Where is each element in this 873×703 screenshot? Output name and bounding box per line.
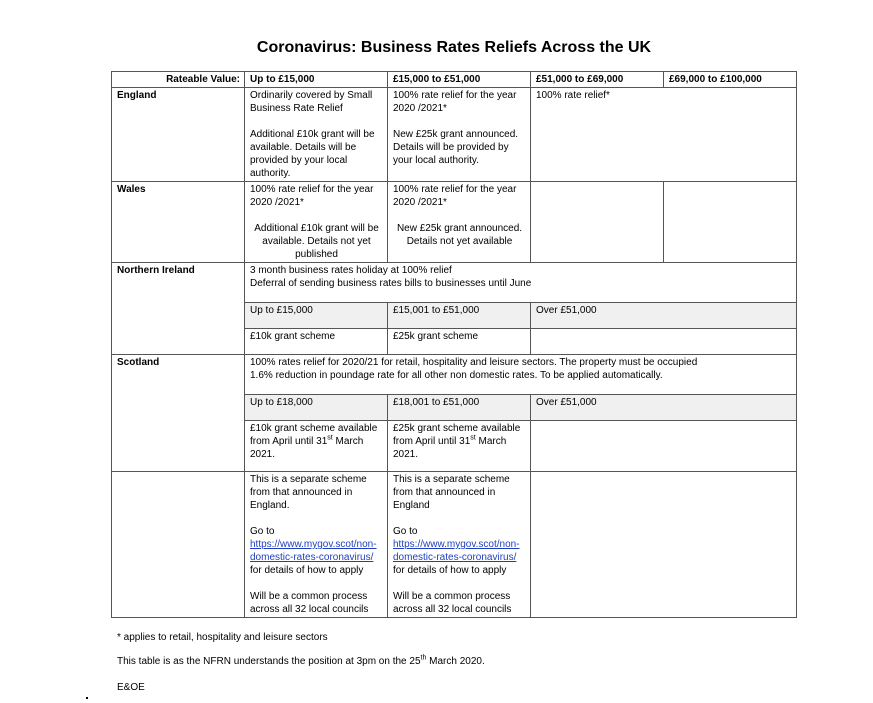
- scotland-grant1-sup: st: [327, 434, 333, 442]
- region-northern-ireland: Northern Ireland: [112, 263, 245, 355]
- scotland-band3: Over £51,000: [531, 395, 797, 421]
- ni-summary-cell: [245, 263, 797, 303]
- band-header-2: £15,000 to £51,000: [388, 72, 531, 88]
- ni-summary-line1: 3 month business rates holiday at 100% relief: [250, 265, 452, 276]
- region-england: England: [112, 88, 245, 182]
- scotland-details-band1: [245, 472, 388, 618]
- wales-band2-grant: New £25k grant announced. Details not yet available: [396, 223, 523, 247]
- wales-band1-grant: Additional £10k grant will be available. Details not yet published: [254, 223, 379, 260]
- band-header-4: £69,000 to £100,000: [664, 72, 797, 88]
- scotland-details-1: for details of how to apply: [250, 565, 364, 576]
- scotland-row: [112, 355, 797, 395]
- ni-grant2: £25k grant scheme: [388, 329, 531, 355]
- england-band3-cell: 100% rate relief*: [531, 88, 797, 182]
- scotland-summary-line1: 100% rates relief for 2020/21 for retail, hospitality and leisure sectors. The property must be occupied: [250, 357, 698, 368]
- wales-band3-cell: [531, 182, 664, 263]
- mygov-scot-link-1[interactable]: https://www.mygov.scot/non-domestic-rates-coronavirus/: [250, 539, 377, 563]
- ni-row: [112, 263, 797, 303]
- scotland-grant1-text: £10k grant scheme available from April until 31: [250, 423, 378, 447]
- scotland-grant2-text: £25k grant scheme available from April until 31: [393, 423, 521, 447]
- scotland-grant2: [388, 421, 531, 472]
- england-band2-grant: New £25k grant announced. Details will be provided by your local authority.: [393, 129, 519, 166]
- scotland-grant3: [531, 421, 797, 472]
- england-band1-relief: Ordinarily covered by Small Business Rate Relief: [250, 90, 373, 114]
- wales-row: [112, 182, 797, 263]
- scotland-summary-cell: [245, 355, 797, 395]
- region-scotland: Scotland: [112, 355, 245, 472]
- england-band2-cell: [388, 88, 531, 182]
- england-row: [112, 88, 797, 182]
- scotland-separate-scheme-2: This is a separate scheme from that announced in England: [393, 474, 510, 511]
- ni-band2: £15,001 to £51,000: [388, 303, 531, 329]
- scotland-goto-2: Go to: [393, 526, 418, 537]
- scotland-common-2: Will be a common process across all 32 local councils: [393, 591, 512, 615]
- scotland-details-blank-right: [531, 472, 797, 618]
- scotland-grant2-end: March 2021.: [393, 436, 507, 460]
- scotland-details-2: for details of how to apply: [393, 565, 507, 576]
- footnote-position: [117, 656, 485, 667]
- england-band1-cell: [245, 88, 388, 182]
- page-title: Coronavirus: Business Rates Reliefs Across the UK: [256, 39, 652, 56]
- ni-summary-line2: Deferral of sending business rates bills to businesses until June: [250, 278, 532, 289]
- scotland-goto-1: Go to: [250, 526, 275, 537]
- scotland-details-blank: [112, 472, 245, 618]
- scotland-details-band2: [388, 472, 531, 618]
- ni-band3: Over £51,000: [531, 303, 797, 329]
- scotland-grant1: [245, 421, 388, 472]
- wales-band2-cell: [388, 182, 531, 263]
- scotland-band1: Up to £18,000: [245, 395, 388, 421]
- scotland-summary-line2: 1.6% reduction in poundage rate for all other non domestic rates. To be applied automatically.: [250, 370, 663, 381]
- scotland-separate-scheme-1: This is a separate scheme from that announced in England.: [250, 474, 367, 511]
- footnote-position-end: March 2020.: [426, 656, 485, 667]
- band-header-3: £51,000 to £69,000: [531, 72, 664, 88]
- wales-band2-relief: 100% rate relief for the year 2020 /2021*: [393, 184, 517, 208]
- wales-band1-cell: [245, 182, 388, 263]
- ni-band1: Up to £15,000: [245, 303, 388, 329]
- footnote-position-sup: th: [420, 654, 427, 662]
- scotland-grant2-sup: st: [470, 434, 476, 442]
- england-band2-relief: 100% rate relief for the year 2020 /2021*: [393, 90, 517, 114]
- scotland-common-1: Will be a common process across all 32 local councils: [250, 591, 369, 615]
- wales-band1-relief: 100% rate relief for the year 2020 /2021*: [250, 184, 374, 208]
- ni-grant1: £10k grant scheme: [245, 329, 388, 355]
- wales-band4-cell: [664, 182, 797, 263]
- rateable-value-label: Rateable Value:: [112, 72, 245, 88]
- stray-dot: [86, 697, 88, 699]
- rates-table: [111, 71, 797, 618]
- footnote-eoe: E&OE: [117, 682, 145, 693]
- scotland-details-row: [112, 472, 797, 618]
- footnote-position-text: This table is as the NFRN understands the position at 3pm on the 25: [117, 656, 421, 667]
- scotland-band2: £18,001 to £51,000: [388, 395, 531, 421]
- band-header-1: Up to £15,000: [245, 72, 388, 88]
- header-row: [112, 72, 797, 88]
- footnote-asterisk: * applies to retail, hospitality and leisure sectors: [117, 632, 328, 643]
- ni-grant3: [531, 329, 797, 355]
- region-wales: Wales: [112, 182, 245, 263]
- england-band1-grant: Additional £10k grant will be available. Details will be provided by your local authority.: [250, 129, 375, 179]
- scotland-grant1-end: March 2021.: [250, 436, 364, 460]
- mygov-scot-link-2[interactable]: https://www.mygov.scot/non-domestic-rates-coronavirus/: [393, 539, 520, 563]
